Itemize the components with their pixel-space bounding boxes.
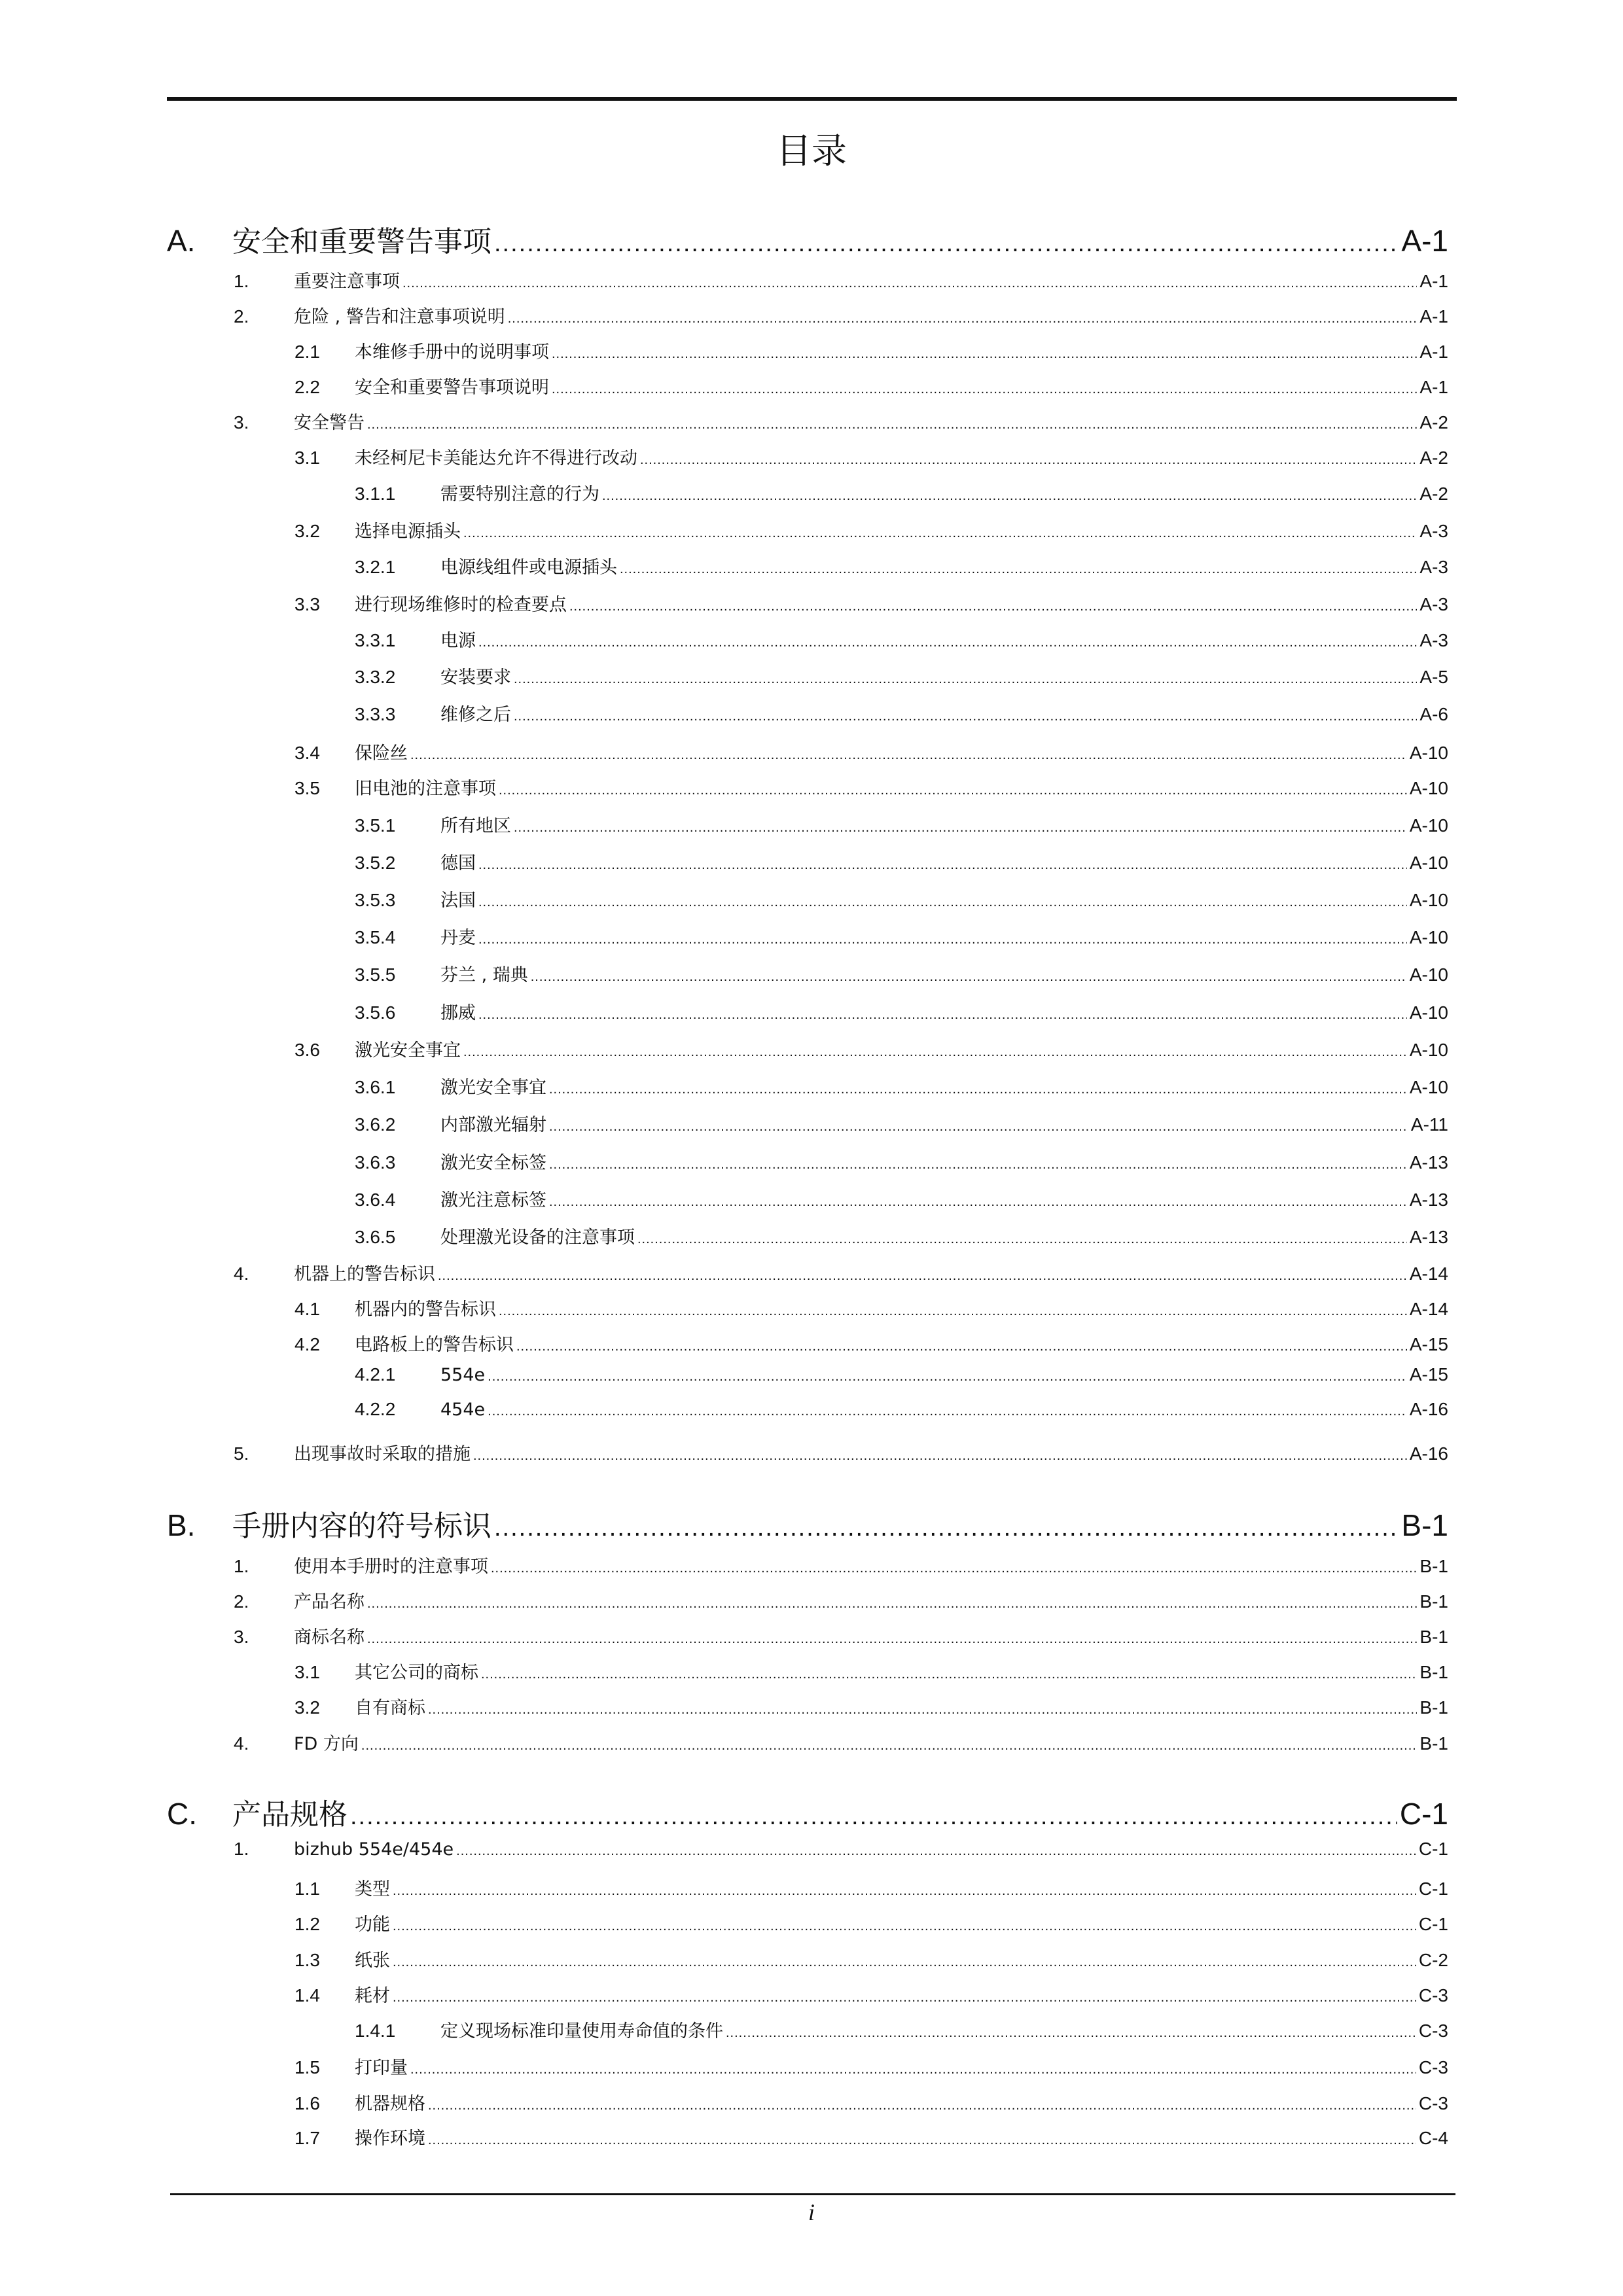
toc-title: 操作环境 xyxy=(355,2128,425,2149)
toc-leader-dots xyxy=(637,1232,1407,1247)
toc-page-ref: C-3 xyxy=(1418,2057,1448,2077)
toc-leader-dots xyxy=(367,417,1417,433)
toc-leader-dots xyxy=(350,1803,1397,1831)
toc-page-ref: C-3 xyxy=(1418,2093,1448,2113)
toc-number: 2.1 xyxy=(294,342,320,362)
toc-number: 3.5.2 xyxy=(355,853,396,873)
toc-number: 1.1 xyxy=(294,1879,320,1899)
toc-entry[interactable] xyxy=(355,1186,1448,1212)
page-title: 目录 xyxy=(776,130,847,171)
toc-leader-dots xyxy=(549,1157,1407,1173)
toc-leader-dots xyxy=(456,1844,1416,1859)
toc-entry[interactable] xyxy=(355,923,1448,949)
toc-title: 554e xyxy=(440,1365,486,1385)
toc-entry[interactable] xyxy=(294,1981,1448,2007)
toc-number: 1. xyxy=(234,1556,249,1576)
toc-entry[interactable] xyxy=(294,517,1448,543)
toc-entry[interactable] xyxy=(355,553,1448,579)
toc-page-ref: B-1 xyxy=(1419,1697,1448,1718)
toc-title: 出现事故时采取的措施 xyxy=(294,1444,471,1464)
toc-title: 安全警告 xyxy=(294,413,365,433)
toc-number: 4.2.2 xyxy=(355,1399,396,1419)
toc-entry[interactable] xyxy=(294,1946,1448,1972)
toc-leader-dots xyxy=(488,1404,1407,1419)
toc-title: 手册内容的符号标识 xyxy=(232,1510,491,1543)
toc-leader-dots xyxy=(602,489,1417,504)
toc-page-ref: A-10 xyxy=(1409,853,1448,873)
toc-number: 1.6 xyxy=(294,2093,320,2113)
toc-number: 3.3.1 xyxy=(355,630,396,650)
toc-entry[interactable] xyxy=(294,444,1448,470)
toc-entry[interactable] xyxy=(294,1910,1448,1936)
toc-page-ref: B-1 xyxy=(1419,1591,1448,1612)
toc-entry[interactable] xyxy=(355,700,1448,726)
toc-page-ref: A-14 xyxy=(1409,1299,1448,1319)
toc-page-ref: A-10 xyxy=(1409,1040,1448,1060)
toc-entry[interactable] xyxy=(234,408,1448,434)
toc-leader-dots xyxy=(640,453,1417,468)
toc-entry[interactable] xyxy=(294,338,1448,364)
toc-number: 4. xyxy=(234,1263,249,1284)
toc-title: 芬兰 , 瑞典 xyxy=(440,965,528,985)
toc-leader-dots xyxy=(549,1082,1407,1097)
toc-title: 进行现场维修时的检查要点 xyxy=(355,595,567,615)
toc-page-ref: A-2 xyxy=(1419,484,1448,504)
toc-title: 激光安全事宜 xyxy=(355,1040,461,1061)
toc-title: 保险丝 xyxy=(355,743,408,764)
toc-title: 德国 xyxy=(440,853,476,874)
toc-leader-dots xyxy=(499,783,1407,798)
toc-number: 4.1 xyxy=(294,1299,320,1319)
toc-page-ref: A-1 xyxy=(1401,224,1448,258)
toc-number: 3.5.4 xyxy=(355,927,396,947)
toc-title: 机器内的警告标识 xyxy=(355,1299,496,1320)
toc-leader-dots xyxy=(393,1990,1416,2005)
toc-entry[interactable] xyxy=(355,1399,1448,1425)
toc-page-ref: A-3 xyxy=(1419,630,1448,650)
toc-number: 3.1.1 xyxy=(355,484,396,504)
toc-entry[interactable] xyxy=(234,267,1448,293)
toc-number: 3.6.2 xyxy=(355,1114,396,1135)
toc-title: 激光注意标签 xyxy=(440,1190,546,1210)
toc-chapter[interactable] xyxy=(167,1791,1448,1830)
toc-number: 1.3 xyxy=(294,1950,320,1970)
top-rule xyxy=(167,97,1457,101)
toc-page-ref: A-10 xyxy=(1409,778,1448,798)
toc-page-ref: C-1 xyxy=(1399,1797,1448,1831)
toc-entry[interactable] xyxy=(355,480,1448,506)
toc-title: FD 方向 xyxy=(294,1734,359,1754)
toc-number: 2.2 xyxy=(294,377,320,397)
toc-leader-dots xyxy=(478,1008,1407,1023)
toc-title: 类型 xyxy=(355,1879,390,1899)
toc-page-ref: A-10 xyxy=(1409,1002,1448,1023)
toc-number: 1.4.1 xyxy=(355,2021,396,2041)
toc-number: 3.2.1 xyxy=(355,557,396,577)
toc-title: 安全和重要警告事项说明 xyxy=(355,378,549,398)
toc-title: 激光安全事宜 xyxy=(440,1078,546,1098)
toc-leader-dots xyxy=(531,970,1407,985)
toc-leader-dots xyxy=(463,526,1417,541)
toc-entry[interactable] xyxy=(355,1073,1448,1099)
toc-leader-dots xyxy=(494,1514,1399,1542)
toc-number: 1.7 xyxy=(294,2128,320,2148)
toc-page-ref: A-2 xyxy=(1419,448,1448,468)
toc-title: 未经柯尼卡美能达允许不得进行改动 xyxy=(355,448,637,468)
toc-leader-dots xyxy=(428,2133,1416,2148)
toc-title: 454e xyxy=(440,1400,486,1420)
toc-number: 3.5.6 xyxy=(355,1002,396,1023)
toc-entry[interactable] xyxy=(355,811,1448,838)
toc-entry[interactable] xyxy=(355,849,1448,875)
toc-number: 3.5.1 xyxy=(355,815,396,836)
toc-number: 3.1 xyxy=(294,1662,320,1682)
toc-leader-dots xyxy=(549,1195,1407,1210)
toc-number: A. xyxy=(167,224,196,258)
toc-entry[interactable] xyxy=(294,774,1448,800)
toc-page-ref: C-3 xyxy=(1418,2021,1448,2041)
toc-number: 2. xyxy=(234,1591,249,1612)
toc-number: 3.6.5 xyxy=(355,1227,396,1247)
toc-leader-dots xyxy=(478,635,1417,650)
toc-entry[interactable] xyxy=(234,1439,1448,1466)
toc-leader-dots xyxy=(620,562,1417,577)
toc-leader-dots xyxy=(438,1269,1407,1284)
toc-page-ref: A-6 xyxy=(1419,704,1448,724)
toc-page-ref: A-10 xyxy=(1409,815,1448,836)
toc-chapter[interactable] xyxy=(167,1502,1448,1542)
toc-number: B. xyxy=(167,1508,196,1542)
toc-leader-dots xyxy=(410,748,1407,763)
toc-leader-dots xyxy=(569,599,1417,614)
toc-number: 3. xyxy=(234,412,249,433)
toc-entry[interactable] xyxy=(234,1552,1448,1578)
toc-leader-dots xyxy=(514,672,1417,687)
toc-entry[interactable] xyxy=(294,373,1448,399)
toc-entry[interactable] xyxy=(294,2053,1448,2079)
toc-leader-dots xyxy=(549,1120,1408,1135)
toc-page-ref: A-13 xyxy=(1409,1152,1448,1173)
toc-page-ref: A-15 xyxy=(1409,1334,1448,1354)
toc-entry[interactable] xyxy=(294,2124,1448,2150)
toc-entry[interactable] xyxy=(355,1110,1448,1137)
toc-entry[interactable] xyxy=(355,961,1448,987)
toc-entry[interactable] xyxy=(355,663,1448,689)
toc-entry[interactable] xyxy=(234,1623,1448,1649)
toc-page-ref: B-1 xyxy=(1419,1733,1448,1754)
toc-leader-dots xyxy=(361,1739,1418,1754)
toc-title: 产品名称 xyxy=(294,1592,365,1612)
toc-title: 内部激光辐射 xyxy=(440,1115,546,1135)
toc-entry[interactable] xyxy=(355,2017,1448,2043)
toc-entry[interactable] xyxy=(294,2089,1448,2115)
toc-title: 维修之后 xyxy=(440,705,511,725)
toc-page-ref: A-5 xyxy=(1419,667,1448,687)
toc-entry[interactable] xyxy=(355,1148,1448,1174)
toc-number: 3.2 xyxy=(294,1697,320,1718)
toc-entry[interactable] xyxy=(294,1658,1448,1684)
toc-title: 其它公司的商标 xyxy=(355,1663,478,1683)
toc-title: 选择电源插头 xyxy=(355,521,461,542)
toc-chapter[interactable] xyxy=(167,218,1448,257)
bottom-rule xyxy=(170,2193,1455,2195)
toc-leader-dots xyxy=(552,382,1417,397)
toc-leader-dots xyxy=(463,1045,1407,1060)
toc-page-ref: A-10 xyxy=(1409,1077,1448,1097)
toc-number: 1.2 xyxy=(294,1914,320,1934)
toc-leader-dots xyxy=(393,1919,1416,1934)
toc-title: 安装要求 xyxy=(440,667,511,688)
toc-number: 3.5.5 xyxy=(355,964,396,985)
toc-entry[interactable] xyxy=(234,302,1448,328)
toc-title: 使用本手册时的注意事项 xyxy=(294,1557,488,1577)
toc-page-ref: C-1 xyxy=(1418,1914,1448,1934)
toc-title: 机器规格 xyxy=(355,2094,425,2114)
toc-leader-dots xyxy=(393,1955,1416,1970)
toc-page-ref: A-10 xyxy=(1409,890,1448,910)
toc-leader-dots xyxy=(367,1597,1417,1612)
toc-entry[interactable] xyxy=(355,1364,1448,1390)
toc-leader-dots xyxy=(410,2062,1416,2077)
toc-title: 耗材 xyxy=(355,1986,390,2006)
toc-page-ref: A-3 xyxy=(1419,521,1448,541)
toc-page-ref: A-3 xyxy=(1419,557,1448,577)
toc-leader-dots xyxy=(508,311,1418,327)
page-number: i xyxy=(808,2199,815,2225)
toc-number: 3.3.2 xyxy=(355,667,396,687)
toc-page-ref: C-4 xyxy=(1418,2128,1448,2148)
toc-number: 3.2 xyxy=(294,521,320,541)
toc-page-ref: A-1 xyxy=(1419,377,1448,397)
toc-leader-dots xyxy=(488,1369,1407,1385)
toc-page-ref: A-14 xyxy=(1409,1263,1448,1284)
toc-title: 自有商标 xyxy=(355,1698,425,1718)
toc-entry[interactable] xyxy=(355,626,1448,652)
toc-number: 1.5 xyxy=(294,2057,320,2077)
toc-title: bizhub 554e/454e xyxy=(294,1839,454,1860)
toc-number: 1. xyxy=(234,271,249,291)
toc-title: 本维修手册中的说明事项 xyxy=(355,342,549,362)
toc-number: 3.5.3 xyxy=(355,890,396,910)
toc-page-ref: A-1 xyxy=(1419,271,1448,291)
toc-entry[interactable] xyxy=(355,886,1448,912)
toc-number: 1.4 xyxy=(294,1985,320,2005)
toc-title: 挪威 xyxy=(440,1003,476,1023)
toc-title: 产品规格 xyxy=(232,1798,348,1831)
toc-title: 激光安全标签 xyxy=(440,1153,546,1173)
toc-number: 3.6.4 xyxy=(355,1190,396,1210)
toc-title: 重要注意事项 xyxy=(294,272,400,292)
toc-title: 机器上的警告标识 xyxy=(294,1264,435,1284)
toc-leader-dots xyxy=(552,347,1417,362)
toc-entry[interactable] xyxy=(294,1330,1448,1356)
toc-leader-dots xyxy=(478,858,1407,873)
toc-entry[interactable] xyxy=(355,998,1448,1025)
toc-entry[interactable] xyxy=(294,590,1448,616)
toc-entry[interactable] xyxy=(294,1036,1448,1062)
toc-leader-dots xyxy=(428,1703,1417,1718)
toc-number: 1. xyxy=(234,1839,249,1859)
toc-page-ref: C-1 xyxy=(1418,1839,1448,1859)
toc-number: C. xyxy=(167,1797,197,1831)
toc-entry[interactable] xyxy=(294,1295,1448,1321)
toc-title: 纸张 xyxy=(355,1951,390,1971)
toc-entry[interactable] xyxy=(355,1223,1448,1249)
toc-title: 安全和重要警告事项 xyxy=(232,225,491,258)
toc-number: 4. xyxy=(234,1733,249,1754)
toc-page-ref: A-13 xyxy=(1409,1227,1448,1247)
toc-title: 功能 xyxy=(355,1915,390,1935)
toc-number: 3.6.1 xyxy=(355,1077,396,1097)
toc-page-ref: A-1 xyxy=(1419,306,1448,327)
toc-entry[interactable] xyxy=(234,1260,1448,1286)
toc-leader-dots xyxy=(473,1449,1407,1464)
toc-title: 危险 , 警告和注意事项说明 xyxy=(294,307,505,327)
toc-page-ref: A-1 xyxy=(1419,342,1448,362)
toc-page-ref: C-3 xyxy=(1418,1985,1448,2005)
toc-title: 打印量 xyxy=(355,2058,408,2078)
toc-page-ref: C-1 xyxy=(1418,1879,1448,1899)
toc-title: 旧电池的注意事项 xyxy=(355,779,496,799)
toc-title: 需要特别注意的行为 xyxy=(440,484,599,504)
toc-title: 处理激光设备的注意事项 xyxy=(440,1227,635,1248)
toc-number: 3.5 xyxy=(294,778,320,798)
toc-page-ref: A-2 xyxy=(1419,412,1448,433)
toc-title: 丹麦 xyxy=(440,928,476,948)
toc-leader-dots xyxy=(514,709,1417,724)
toc-page-ref: B-1 xyxy=(1419,1556,1448,1576)
toc-page-ref: A-16 xyxy=(1409,1399,1448,1419)
toc-entry[interactable] xyxy=(234,1729,1448,1756)
toc-title: 电路板上的警告标识 xyxy=(355,1335,514,1355)
toc-leader-dots xyxy=(726,2026,1416,2041)
toc-page-ref: A-3 xyxy=(1419,594,1448,614)
toc-page-ref: B-1 xyxy=(1401,1508,1448,1542)
toc-title: 法国 xyxy=(440,891,476,911)
toc-number: 3.1 xyxy=(294,448,320,468)
toc-leader-dots xyxy=(402,276,1417,291)
toc-title: 所有地区 xyxy=(440,816,511,836)
toc-number: 3.6 xyxy=(294,1040,320,1060)
toc-page-ref: A-10 xyxy=(1409,964,1448,985)
toc-entry[interactable] xyxy=(294,739,1448,765)
toc-title: 电源 xyxy=(440,631,476,651)
toc-number: 3.3 xyxy=(294,594,320,614)
toc-leader-dots xyxy=(478,895,1407,910)
toc-entry[interactable] xyxy=(234,1839,1448,1865)
toc-number: 3.4 xyxy=(294,743,320,763)
toc-leader-dots xyxy=(428,2098,1416,2113)
toc-entry[interactable] xyxy=(294,1875,1448,1901)
toc-number: 4.2 xyxy=(294,1334,320,1354)
toc-page-ref: A-10 xyxy=(1409,743,1448,763)
toc-entry[interactable] xyxy=(294,1693,1448,1720)
toc-leader-dots xyxy=(481,1667,1417,1682)
toc-page-ref: B-1 xyxy=(1419,1662,1448,1682)
toc-entry[interactable] xyxy=(234,1587,1448,1614)
toc-leader-dots xyxy=(499,1304,1407,1319)
toc-leader-dots xyxy=(367,1632,1417,1647)
toc-number: 5. xyxy=(234,1443,249,1464)
toc-number: 3.6.3 xyxy=(355,1152,396,1173)
toc-leader-dots xyxy=(491,1561,1417,1576)
toc-title: 商标名称 xyxy=(294,1627,365,1648)
toc-leader-dots xyxy=(393,1884,1416,1899)
toc-title: 电源线组件或电源插头 xyxy=(440,557,617,578)
toc-leader-dots xyxy=(514,821,1407,836)
toc-number: 3. xyxy=(234,1627,249,1647)
toc-page-ref: A-13 xyxy=(1409,1190,1448,1210)
toc-page-ref: A-10 xyxy=(1409,927,1448,947)
toc-title: 定义现场标准印量使用寿命值的条件 xyxy=(440,2021,723,2041)
toc-page-ref: B-1 xyxy=(1419,1627,1448,1647)
toc-number: 3.3.3 xyxy=(355,704,396,724)
toc-page-ref: A-15 xyxy=(1409,1364,1448,1385)
toc-number: 2. xyxy=(234,306,249,327)
toc-leader-dots xyxy=(494,230,1399,258)
toc-leader-dots xyxy=(516,1339,1407,1354)
toc-page-ref: C-2 xyxy=(1418,1950,1448,1970)
toc-leader-dots xyxy=(478,932,1407,947)
toc-page-ref: A-16 xyxy=(1409,1443,1448,1464)
toc-page-ref: A-11 xyxy=(1410,1114,1448,1135)
toc-number: 4.2.1 xyxy=(355,1364,396,1385)
